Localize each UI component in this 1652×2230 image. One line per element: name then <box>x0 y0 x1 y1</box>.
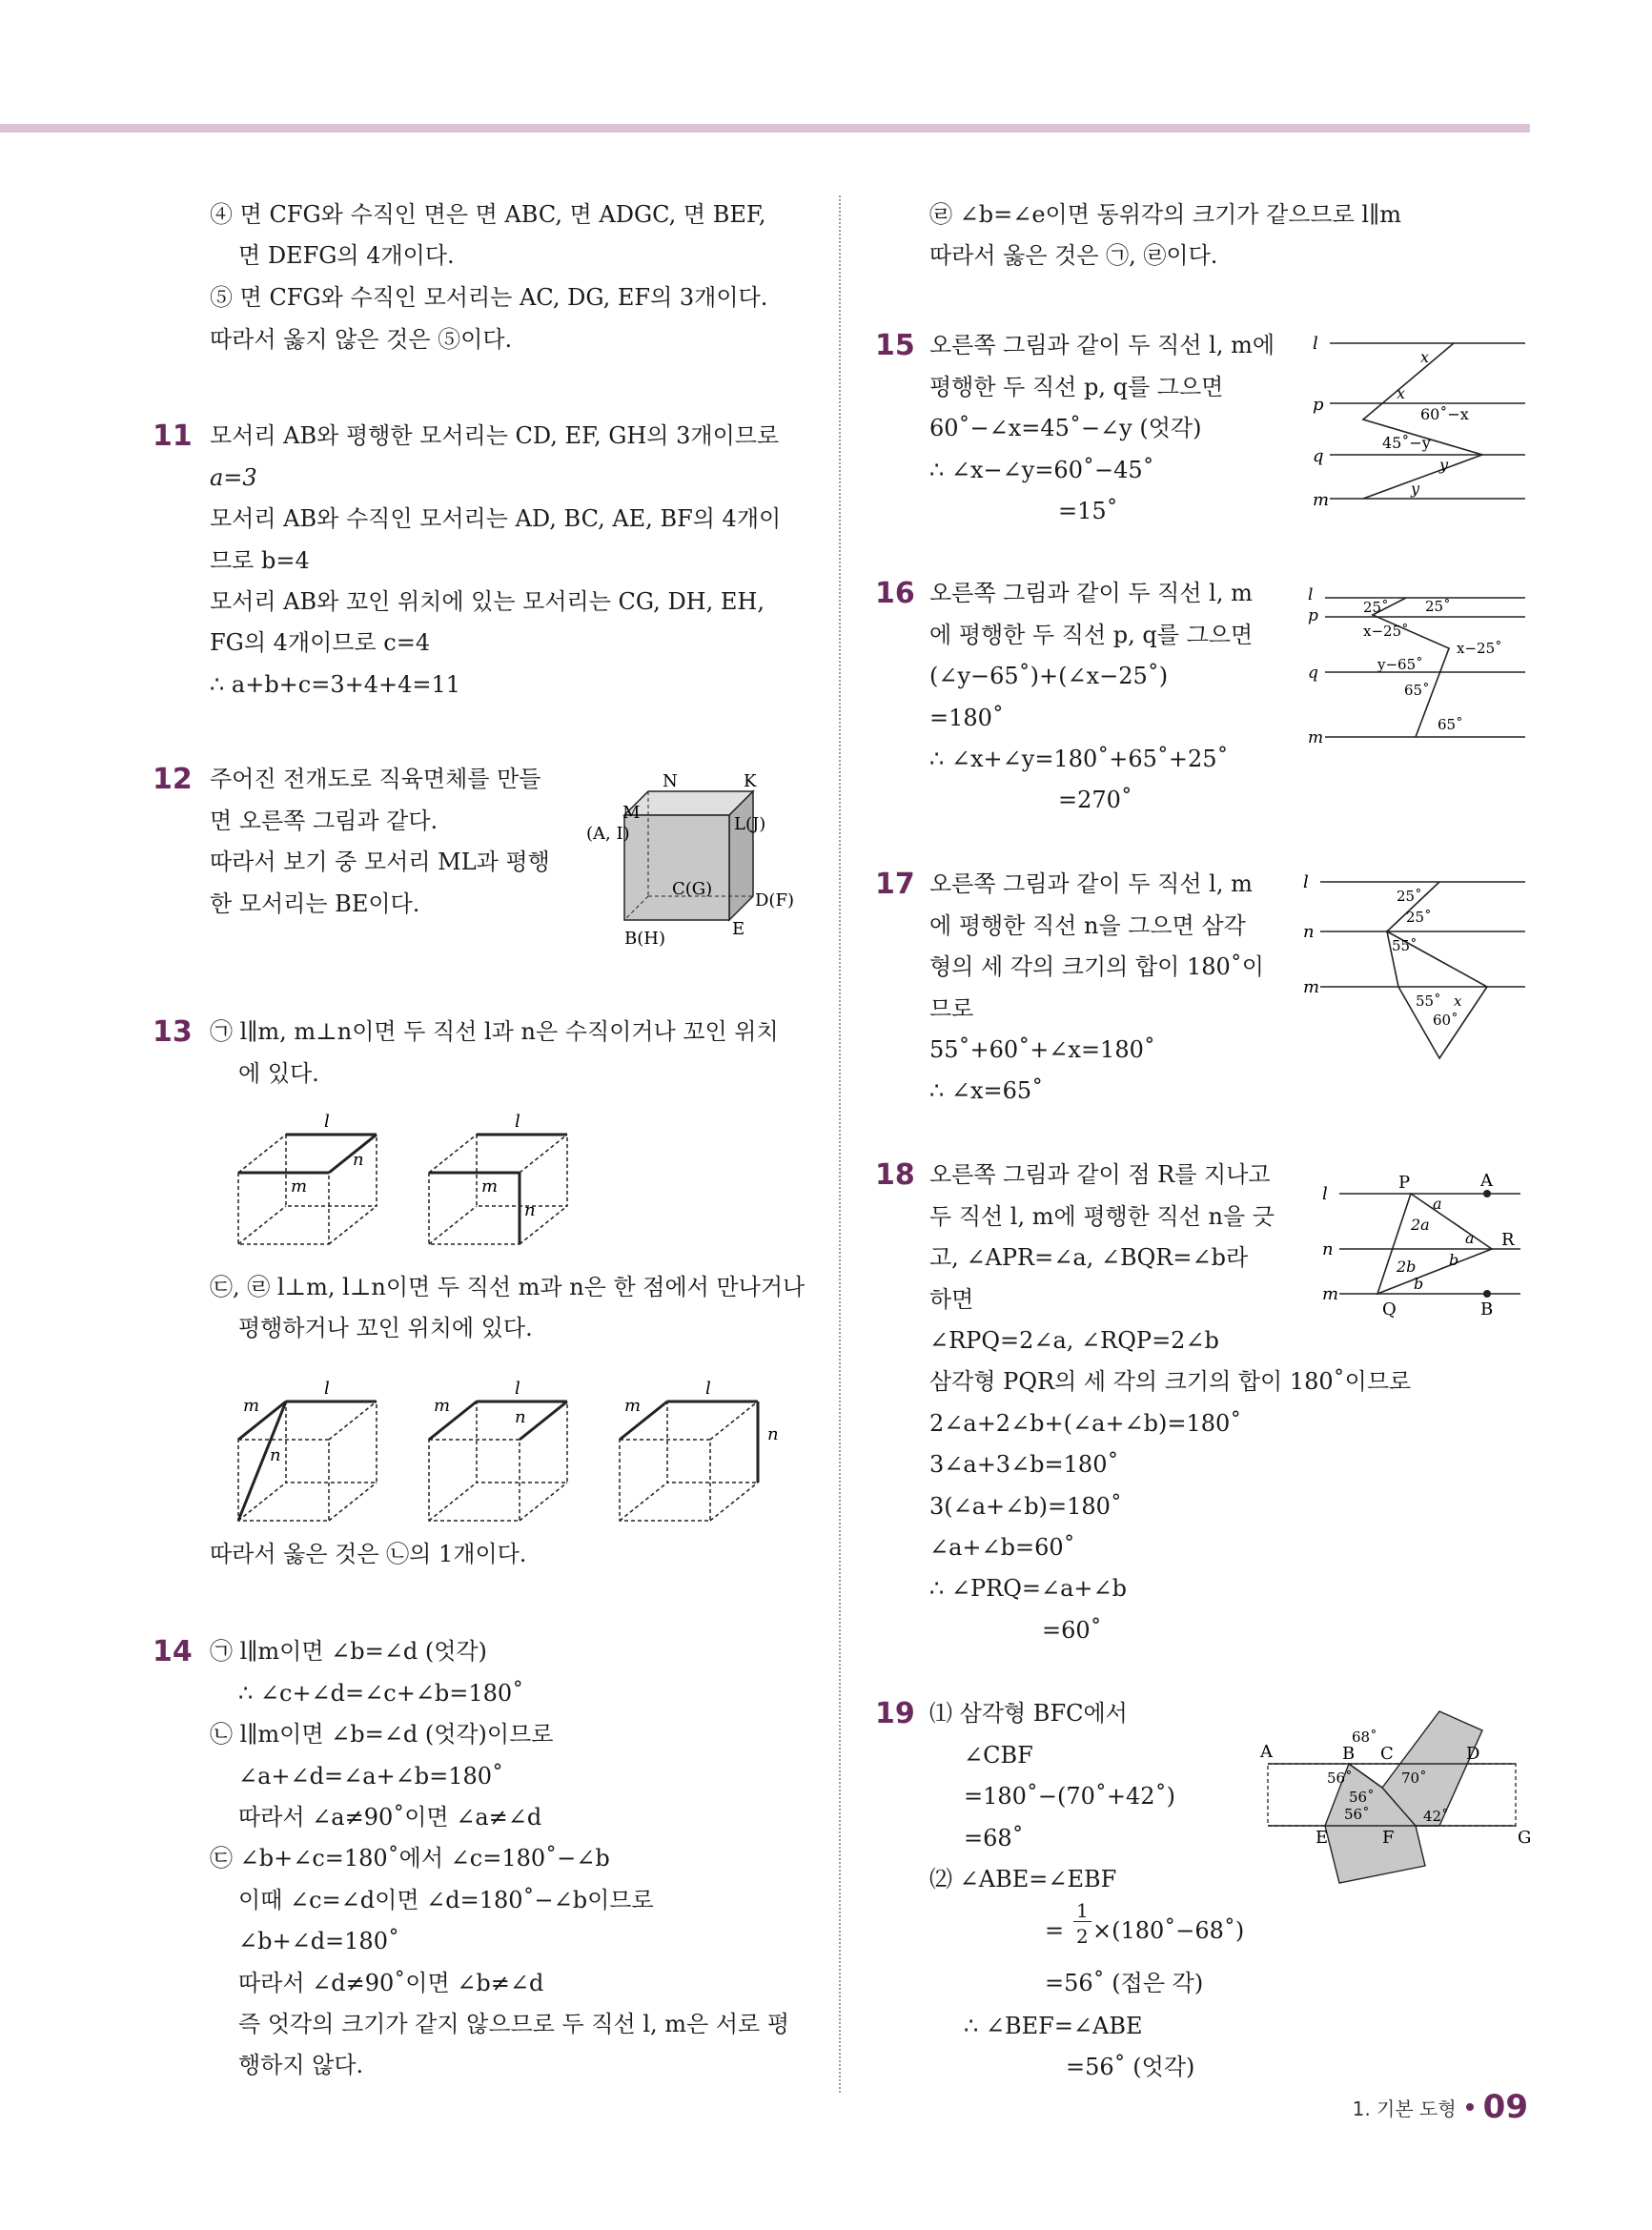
text-line: 따라서 ∠d≠90˚이면 ∠b≠∠d <box>238 1970 544 1996</box>
label-2b: 2b <box>1397 1258 1417 1276</box>
text-line: =180˚−(70˚+42˚) <box>964 1783 1175 1810</box>
label-q: q <box>1313 446 1324 466</box>
label-m: m <box>291 1176 308 1197</box>
label-m: m <box>1313 490 1330 510</box>
label-x: x <box>1420 348 1430 366</box>
text-line: 따라서 옳은 것은 ㉠, ㉣이다. <box>929 242 1218 269</box>
text-line: 행하지 않다. <box>238 2052 364 2078</box>
problem-number: 15 <box>875 329 915 362</box>
label-x: x <box>1397 384 1406 402</box>
column-divider <box>839 195 841 2093</box>
label-B: B <box>1342 1744 1356 1764</box>
text-line: 오른쪽 그림과 같이 두 직선 l, m <box>929 870 1253 897</box>
label-DF: D(F) <box>755 890 794 910</box>
label-D: D <box>1466 1744 1480 1764</box>
label-l: l <box>515 1379 520 1399</box>
text-line: ∠a+∠d=∠a+∠b=180˚ <box>238 1763 504 1790</box>
label-56: 56˚ <box>1349 1789 1375 1806</box>
text-line: =270˚ <box>1058 787 1132 813</box>
label-n: n <box>515 1407 526 1427</box>
label-P: P <box>1398 1173 1411 1193</box>
label-F: F <box>1382 1828 1395 1848</box>
text-line: ⑤ 면 CFG와 수직인 모서리는 AC, DG, EF의 3개이다. <box>210 284 768 311</box>
text-line: 에 평행한 직선 n을 그으면 삼각 <box>929 912 1246 939</box>
text-line: 3∠a+3∠b=180˚ <box>929 1451 1119 1478</box>
page-number: 09 <box>1482 2088 1528 2126</box>
text-line: =56˚ (엇각) <box>1066 2054 1195 2080</box>
text-line: ∴ ∠BEF=∠ABE <box>964 2013 1143 2039</box>
text-line: 이때 ∠c=∠d이면 ∠d=180˚−∠b이므로 <box>238 1887 654 1913</box>
label-x: x <box>1454 992 1462 1010</box>
text-line: ㉣ ∠b=∠e이면 동위각의 크기가 같으므로 l∥m <box>929 201 1401 228</box>
label-m: m <box>1322 1284 1339 1304</box>
text-line: ㉢ ∠b+∠c=180˚에서 ∠c=180˚−∠b <box>210 1845 610 1872</box>
label-n: n <box>270 1445 281 1465</box>
label-q: q <box>1308 664 1318 683</box>
text-line: ㉢, ㉣ l⊥m, l⊥n이면 두 직선 m과 n은 한 점에서 만나거나 <box>210 1274 806 1300</box>
text-line: 모서리 AB와 수직인 모서리는 AD, BC, AE, BF의 4개이 <box>210 505 782 532</box>
label-m: m <box>624 1396 642 1416</box>
parallel-lines-figure-15 <box>1311 324 1535 515</box>
parallel-lines-figure-17 <box>1301 863 1535 1068</box>
text-line: 에 있다. <box>238 1060 319 1087</box>
text-line: 형의 세 각의 크기의 합이 180˚이 <box>929 953 1264 980</box>
label-G: G <box>1518 1828 1532 1848</box>
label-N: N <box>663 771 678 791</box>
text-line: ∠CBF <box>964 1742 1033 1769</box>
label-55: 55˚ <box>1392 937 1417 954</box>
label-l: l <box>1313 334 1318 354</box>
text-line: 므로 b=4 <box>210 547 310 574</box>
text-line: 삼각형 PQR의 세 각의 크기의 합이 180˚이므로 <box>929 1368 1412 1395</box>
label-25: 25˚ <box>1363 599 1389 616</box>
text-line: 므로 <box>929 995 974 1022</box>
label-65: 65˚ <box>1438 716 1463 733</box>
label-BH: B(H) <box>624 929 665 949</box>
label-y: y <box>1439 456 1449 474</box>
text-line: ∠a+∠b=60˚ <box>929 1534 1075 1561</box>
label-l: l <box>1303 872 1309 892</box>
label-x-25: x−25˚ <box>1363 623 1409 640</box>
label-l: l <box>1322 1184 1328 1204</box>
fraction-numerator: 1 <box>1073 1900 1091 1922</box>
text-line: 면 DEFG의 4개이다. <box>238 242 455 269</box>
text-line: FG의 4개이므로 c=4 <box>210 629 431 656</box>
label-A: A <box>1480 1171 1493 1191</box>
page-footer <box>1353 2088 1528 2126</box>
text-line: 따라서 ∠a≠90˚이면 ∠a≠∠d <box>238 1804 542 1831</box>
label-n: n <box>767 1424 779 1444</box>
label-n: n <box>1322 1239 1334 1259</box>
text-line: 오른쪽 그림과 같이 두 직선 l, m <box>929 580 1253 606</box>
problem-number: 17 <box>875 868 915 901</box>
label-R: R <box>1501 1230 1515 1250</box>
label-E: E <box>1315 1828 1329 1848</box>
label-y-65: y−65˚ <box>1377 656 1423 673</box>
fraction-denominator: 2 <box>1076 1925 1089 1948</box>
label-M: M <box>622 803 641 823</box>
label-E: E <box>732 919 745 939</box>
text-line: 고, ∠APR=∠a, ∠BQR=∠b라 <box>929 1244 1249 1271</box>
label-n: n <box>524 1200 536 1220</box>
label-56: 56˚ <box>1344 1806 1370 1823</box>
parallel-lines-figure-16 <box>1306 577 1535 748</box>
label-Q: Q <box>1382 1299 1397 1320</box>
text-line: 두 직선 l, m에 평행한 직선 n을 긋 <box>929 1203 1275 1230</box>
label-60: 60˚ <box>1433 1012 1458 1029</box>
text-line: 오른쪽 그림과 같이 두 직선 l, m에 <box>929 332 1275 358</box>
label-m: m <box>481 1176 499 1197</box>
text-line: 하면 <box>929 1286 974 1313</box>
cube-figure-2 <box>424 1106 577 1249</box>
label-x-25: x−25˚ <box>1457 640 1502 657</box>
label-65: 65˚ <box>1404 682 1430 699</box>
triangle-figure-18 <box>1320 1165 1535 1327</box>
footer-dot-icon <box>1466 2103 1474 2111</box>
label-25: 25˚ <box>1397 888 1422 905</box>
label-56: 56˚ <box>1327 1770 1353 1787</box>
text-line: a=3 <box>210 464 257 491</box>
text-line: 3(∠a+∠b)=180˚ <box>929 1493 1122 1520</box>
text-line: =56˚ (접은 각) <box>1045 1970 1204 1996</box>
label-2a: 2a <box>1411 1216 1430 1234</box>
text-line: ④ 면 CFG와 수직인 면은 면 ABC, 면 ADGC, 면 BEF, <box>210 201 766 228</box>
text-line: 2∠a+2∠b+(∠a+∠b)=180˚ <box>929 1410 1242 1437</box>
text-line: =180˚ <box>929 705 1004 731</box>
text-line: 따라서 옳은 것은 ㉡의 1개이다. <box>210 1541 527 1567</box>
text-line: ∴ a+b+c=3+4+4=11 <box>210 671 461 698</box>
problem-number: 19 <box>875 1697 915 1730</box>
text-line: (∠y−65˚)+(∠x−25˚) <box>929 663 1169 689</box>
text-line: 주어진 전개도로 직육면체를 만들 <box>210 766 541 792</box>
cube-figure-4 <box>424 1373 577 1525</box>
cuboid-figure <box>577 763 806 953</box>
problem-number: 12 <box>153 763 193 796</box>
problem-number: 11 <box>153 419 193 453</box>
label-p: p <box>1313 395 1324 415</box>
label-42: 42˚ <box>1423 1808 1449 1825</box>
problem-number: 16 <box>875 577 915 610</box>
cube-figure-5 <box>615 1373 806 1525</box>
text-line: 한 모서리는 BE이다. <box>210 890 420 917</box>
cube-figure-1 <box>234 1106 386 1249</box>
label-m: m <box>1308 728 1324 747</box>
label-55: 55˚ <box>1416 992 1441 1010</box>
text-line: =15˚ <box>1058 498 1118 524</box>
label-l: l <box>1308 585 1314 604</box>
label-K: K <box>744 771 757 791</box>
label-m: m <box>243 1396 260 1416</box>
label-n: n <box>1303 922 1315 942</box>
label-A: A <box>1260 1742 1273 1762</box>
label-70: 70˚ <box>1401 1770 1427 1787</box>
label-CG: C(G) <box>672 879 713 899</box>
text-line: 60˚−∠x=45˚−∠y (엇각) <box>929 415 1202 441</box>
text-line: 모서리 AB와 꼬인 위치에 있는 모서리는 CG, DH, EH, <box>210 588 765 615</box>
label-l: l <box>705 1379 711 1399</box>
label-m: m <box>434 1396 451 1416</box>
text-line: 따라서 보기 중 모서리 ML과 평행 <box>210 849 550 875</box>
text-line: 모서리 AB와 평행한 모서리는 CD, EF, GH의 3개이므로 <box>210 422 780 449</box>
text-line: = <box>1045 1917 1065 1944</box>
text-line: 즉 엇각의 크기가 같지 않으므로 두 직선 l, m은 서로 평 <box>238 2011 790 2037</box>
text-line: 면 오른쪽 그림과 같다. <box>210 808 438 834</box>
label-l: l <box>324 1379 330 1399</box>
text-line: ∠RPQ=2∠a, ∠RQP=2∠b <box>929 1327 1219 1354</box>
text-line: ∴ ∠x−∠y=60˚−45˚ <box>929 457 1154 483</box>
text-line: ∴ ∠x+∠y=180˚+65˚+25˚ <box>929 746 1229 772</box>
text-line: ∴ ∠c+∠d=∠c+∠b=180˚ <box>238 1680 524 1707</box>
label-25: 25˚ <box>1406 909 1432 926</box>
text-line: 오른쪽 그림과 같이 점 R를 지나고 <box>929 1161 1271 1188</box>
chapter-title: 1. 기본 도형 <box>1352 2097 1457 2120</box>
text-line: =60˚ <box>1042 1617 1102 1644</box>
label-a: a <box>1465 1229 1475 1247</box>
label-b: b <box>1414 1275 1424 1293</box>
text-line: 에 평행한 두 직선 p, q를 그으면 <box>929 622 1254 648</box>
label-a: a <box>1433 1195 1442 1213</box>
label-LJ: L(J) <box>734 814 766 834</box>
cube-figure-3 <box>234 1373 386 1525</box>
text-line: ∠b+∠d=180˚ <box>238 1928 399 1954</box>
text-line: =68˚ <box>964 1825 1024 1852</box>
label-y: y <box>1411 480 1420 498</box>
text-line: ∴ ∠x=65˚ <box>929 1077 1044 1104</box>
label-l: l <box>324 1112 330 1132</box>
folded-paper-figure-19 <box>1249 1692 1535 1897</box>
label-p: p <box>1308 606 1318 625</box>
problem-number: 14 <box>153 1635 193 1668</box>
label-45-y: 45˚−y <box>1382 434 1431 452</box>
text-line: ⑴ 삼각형 BFC에서 <box>929 1700 1128 1727</box>
text-line: ∴ ∠PRQ=∠a+∠b <box>929 1575 1128 1602</box>
header-bar <box>0 124 1530 133</box>
label-60-x: 60˚−x <box>1420 405 1469 423</box>
text-line: ㉠ l∥m이면 ∠b=∠d (엇각) <box>210 1638 487 1665</box>
label-l: l <box>515 1112 520 1132</box>
label-25: 25˚ <box>1425 598 1451 615</box>
label-m: m <box>1303 977 1320 997</box>
text-line: ⑵ ∠ABE=∠EBF <box>929 1866 1117 1892</box>
label-n: n <box>353 1150 364 1170</box>
text-line: ㉡ l∥m이면 ∠b=∠d (엇각)이므로 <box>210 1721 554 1748</box>
label-b: b <box>1449 1251 1459 1269</box>
text-line: 평행하거나 꼬인 위치에 있다. <box>238 1315 533 1341</box>
label-68: 68˚ <box>1352 1729 1377 1746</box>
text-line: ×(180˚−68˚) <box>1092 1917 1245 1944</box>
text-line: 55˚+60˚+∠x=180˚ <box>929 1036 1155 1063</box>
problem-number: 13 <box>153 1015 193 1049</box>
text-line: 평행한 두 직선 p, q를 그으면 <box>929 374 1224 400</box>
label-C: C <box>1380 1744 1394 1764</box>
label-B: B <box>1480 1299 1494 1320</box>
label-AI: (A, I) <box>586 824 630 844</box>
text-line: 따라서 옳지 않은 것은 ⑤이다. <box>210 326 513 353</box>
text-line: ㉠ l∥m, m⊥n이면 두 직선 l과 n은 수직이거나 꼬인 위치 <box>210 1018 779 1045</box>
problem-number: 18 <box>875 1158 915 1192</box>
